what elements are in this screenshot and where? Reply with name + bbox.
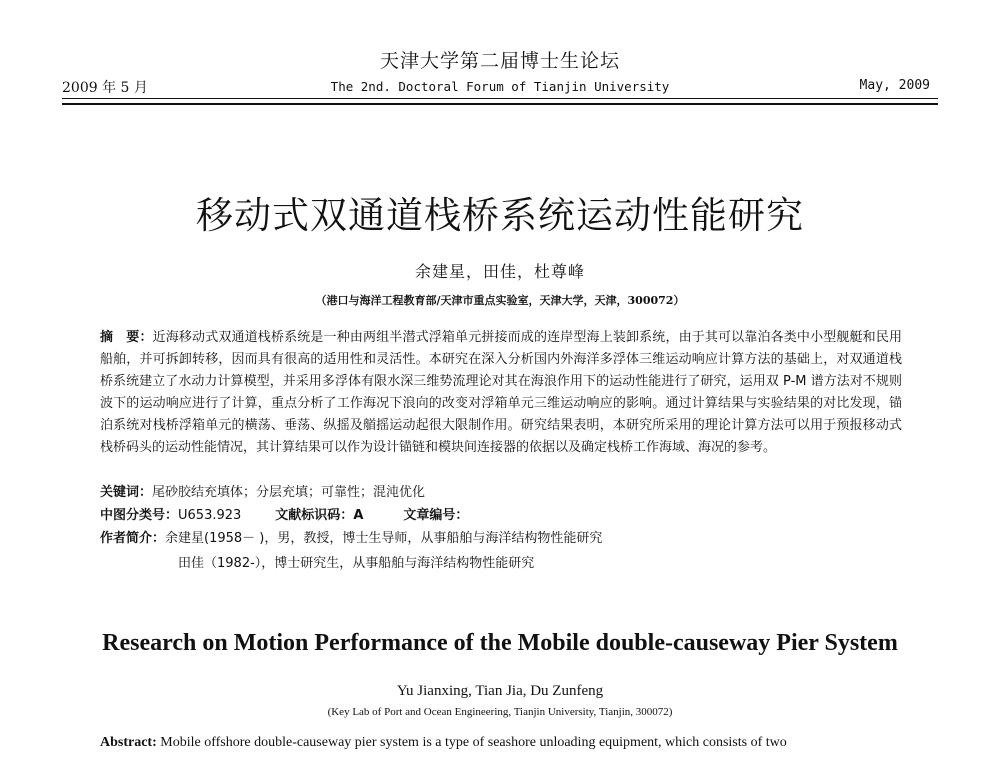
abstract-label-en: Abstract: bbox=[100, 735, 157, 750]
author-intro-label: 作者简介： bbox=[100, 531, 166, 546]
affiliation-cn: （港口与海洋工程教育部/天津市重点实验室，天津大学，天津，300072） bbox=[315, 294, 685, 307]
keywords-text-cn: 尾砂胶结充填体；分层充填；可靠性；混沌优化 bbox=[152, 485, 426, 500]
abstract-text-en: Mobile offshore double-causeway pier system is a type of seashore unloading equipment, which consists of two bbox=[160, 735, 787, 750]
author-intro-1: 余建星(1958－ )，男，教授，博士生导师，从事船舶与海洋结构物性能研究 bbox=[165, 531, 603, 546]
article-no-label: 文章编号： bbox=[403, 508, 469, 523]
keywords-cn bbox=[100, 481, 425, 500]
classification-line bbox=[100, 504, 468, 523]
authors-cn: 余建星，田佳，杜尊峰 bbox=[414, 262, 585, 281]
journal-title-en: The 2nd. Doctoral Forum of Tianjin University bbox=[330, 79, 670, 94]
abstract-cn bbox=[100, 327, 902, 459]
abstract-text-cn: 近海移动式双通道栈桥系统是一种由两组半潜式浮箱单元拼接而成的连岸型海上装卸系统，由于其可以靠泊各类中小型舰艇和民用船舶，并可拆卸转移，因而具有很高的适用性和灵活性。本研究在深入分析国内外海洋多浮体三维运动响应计算方法的基础上，对双通道栈桥系统建立了水动力计算模型，并采用多浮体有限水深三维势流理论对其在海浪作用下的运动性能进行了研究，运用双 P-M 谱方法对不规则波下的运动响应进行了计算，重点分析了工作海况下浪向的改变对浮箱单元三维运动响应的影响。通过计算结果与实验结果的对比发现，锚泊系统对栈桥浮箱单元的横荡、垂荡、纵摇及艏摇运动起很大限制作用。研究结果表明，本研究所采用的理论计算方法可以用于预报移动式栈桥码头的运动性能情况，其计算结果可以作为设计锚链和模块间连接器的依据以及确定栈桥工作海域、海况的参考。 bbox=[100, 330, 902, 455]
abstract-en bbox=[100, 735, 787, 751]
clc-value: U653.923 bbox=[178, 508, 242, 523]
paper-title-cn: 移动式双通道栈桥系统运动性能研究 bbox=[196, 194, 804, 237]
journal-title-cn: 天津大学第二届博士生论坛 bbox=[379, 50, 620, 72]
doc-code-value: A bbox=[353, 508, 364, 523]
abstract-label-cn: 摘 要： bbox=[100, 330, 153, 345]
issue-date-cn: 2009 年 5 月 bbox=[62, 80, 148, 96]
paper-title-en: Research on Motion Performance of the Mobile double-causeway Pier System bbox=[102, 630, 898, 656]
header-rule-thick bbox=[62, 103, 938, 105]
author-intro-2: 田佳（1982-），博士研究生，从事船舶与海洋结构物性能研究 bbox=[178, 556, 535, 571]
authors-en: Yu Jianxing, Tian Jia, Du Zunfeng bbox=[396, 683, 604, 699]
issue-date-en: May, 2009 bbox=[859, 78, 930, 93]
clc-label: 中图分类号： bbox=[100, 508, 179, 523]
doc-code-label: 文献标识码： bbox=[275, 508, 354, 523]
keywords-label-cn: 关键词： bbox=[100, 485, 153, 500]
header-rule-thin bbox=[62, 98, 938, 99]
author-intro bbox=[100, 527, 602, 546]
affiliation-en: (Key Lab of Port and Ocean Engineering, Tianjin University, Tianjin, 300072) bbox=[327, 706, 673, 718]
